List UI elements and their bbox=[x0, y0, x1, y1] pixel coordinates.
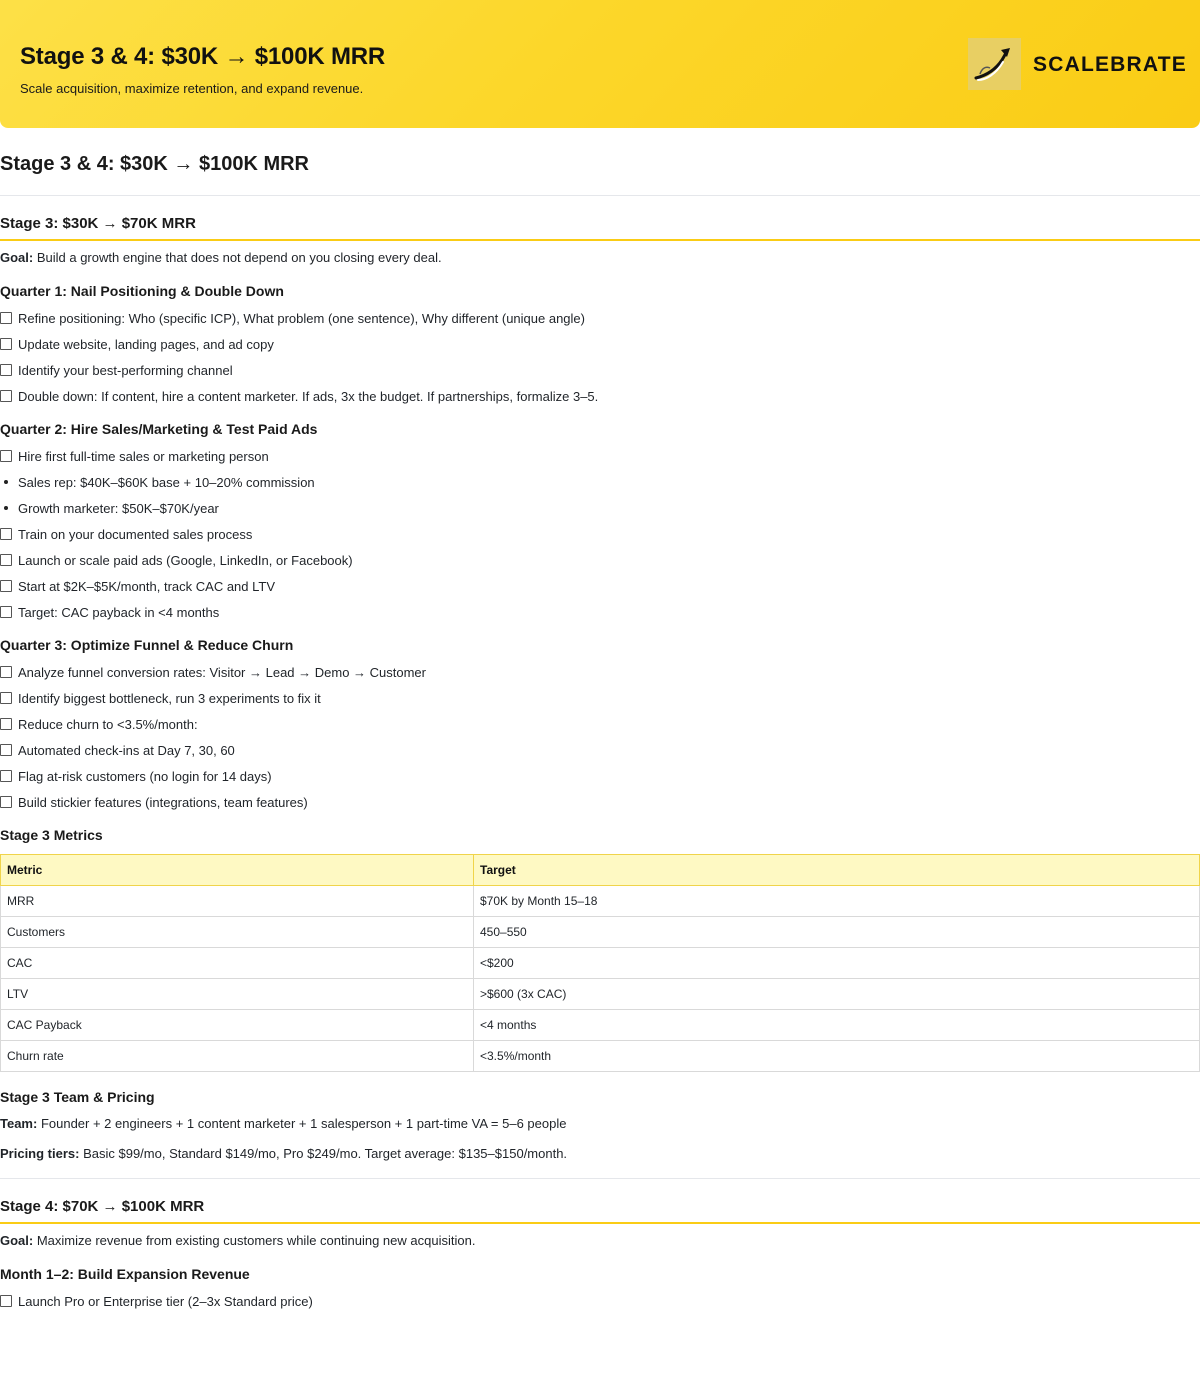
checklist-item[interactable] bbox=[0, 603, 219, 621]
table-row bbox=[1, 948, 1200, 979]
q2-heading: Quarter 2: Hire Sales/Marketing & Test Paid Ads bbox=[0, 421, 318, 437]
item-label: Refine positioning: Who (specific ICP), What problem (one sentence), Why different (unique angle) bbox=[18, 310, 585, 326]
checkbox[interactable] bbox=[0, 692, 12, 704]
checkbox[interactable] bbox=[0, 796, 12, 808]
checklist-item[interactable] bbox=[0, 793, 308, 811]
checklist-item[interactable] bbox=[0, 663, 426, 681]
metrics-heading: Stage 3 Metrics bbox=[0, 827, 103, 843]
checklist-item[interactable] bbox=[0, 1292, 313, 1310]
divider bbox=[0, 1178, 1200, 1179]
team-text: Founder + 2 engineers + 1 content marketer + 1 salesperson + 1 part-time VA = 5–6 people bbox=[37, 1116, 567, 1131]
m1-heading: Month 1–2: Build Expansion Revenue bbox=[0, 1266, 250, 1282]
goal-label: Goal: bbox=[0, 1233, 34, 1248]
column-header-metric: Metric bbox=[1, 855, 474, 886]
column-header-target: Target bbox=[474, 855, 1200, 886]
checkbox[interactable] bbox=[0, 718, 12, 730]
checkbox[interactable] bbox=[0, 528, 12, 540]
checklist-item[interactable] bbox=[0, 335, 274, 353]
checkbox[interactable] bbox=[0, 1295, 12, 1307]
metric-cell: Customers bbox=[1, 917, 474, 948]
metric-cell: CAC bbox=[1, 948, 474, 979]
goal-text: Maximize revenue from existing customers while continuing new acquisition. bbox=[33, 1233, 476, 1248]
checkbox[interactable] bbox=[0, 364, 12, 376]
item-label: Target: CAC payback in <4 months bbox=[18, 604, 220, 620]
target-cell: <4 months bbox=[474, 1010, 1200, 1041]
item-label: Train on your documented sales process bbox=[18, 526, 253, 542]
checkbox[interactable] bbox=[0, 312, 12, 324]
divider bbox=[0, 195, 1200, 196]
list-item bbox=[0, 499, 219, 517]
stage3-heading: Stage 3: $30K → $70K MRR bbox=[0, 215, 196, 232]
checkbox[interactable] bbox=[0, 666, 12, 678]
checklist-item[interactable] bbox=[0, 577, 275, 595]
target-cell: $70K by Month 15–18 bbox=[474, 886, 1200, 917]
table-row bbox=[1, 1041, 1200, 1072]
item-label: Identify biggest bottleneck, run 3 experiments to fix it bbox=[18, 690, 321, 706]
metric-cell: CAC Payback bbox=[1, 1010, 474, 1041]
metric-cell: MRR bbox=[1, 886, 474, 917]
stage4-goal bbox=[0, 1233, 475, 1248]
item-label: Launch Pro or Enterprise tier (2–3x Standard price) bbox=[18, 1293, 313, 1309]
pricing-text: Basic $99/mo, Standard $149/mo, Pro $249/mo. Target average: $135–$150/month. bbox=[79, 1146, 568, 1161]
pricing-line bbox=[0, 1146, 567, 1161]
stage4-heading: Stage 4: $70K → $100K MRR bbox=[0, 1198, 205, 1215]
checklist-item[interactable] bbox=[0, 361, 233, 379]
table-row bbox=[1, 917, 1200, 948]
item-label: Reduce churn to <3.5%/month: bbox=[18, 716, 198, 732]
metric-cell: Churn rate bbox=[1, 1041, 474, 1072]
checklist-item[interactable] bbox=[0, 387, 598, 405]
goal-label: Goal: bbox=[0, 250, 34, 265]
item-label: Double down: If content, hire a content marketer. If ads, 3x the budget. If partnerships, formalize 3–5. bbox=[18, 388, 599, 404]
item-label: Build stickier features (integrations, team features) bbox=[18, 794, 308, 810]
item-label: Automated check-ins at Day 7, 30, 60 bbox=[18, 742, 235, 758]
page-title: Stage 3 & 4: $30K → $100K MRR bbox=[0, 153, 310, 175]
team-line bbox=[0, 1116, 566, 1131]
item-label: Start at $2K–$5K/month, track CAC and LTV bbox=[18, 578, 275, 594]
metric-cell: LTV bbox=[1, 979, 474, 1010]
q3-heading: Quarter 3: Optimize Funnel & Reduce Churn bbox=[0, 637, 294, 653]
checkbox[interactable] bbox=[0, 606, 12, 618]
checkbox[interactable] bbox=[0, 450, 12, 462]
stage3-underline bbox=[0, 239, 1200, 241]
checklist-item[interactable] bbox=[0, 689, 321, 707]
checkbox[interactable] bbox=[0, 338, 12, 350]
item-label: Hire first full-time sales or marketing person bbox=[18, 448, 269, 464]
checkbox[interactable] bbox=[0, 770, 12, 782]
item-label: Growth marketer: $50K–$70K/year bbox=[18, 500, 219, 516]
list-item bbox=[0, 473, 315, 491]
brand-name: SCALEBRATE bbox=[1033, 53, 1187, 76]
team-heading: Stage 3 Team & Pricing bbox=[0, 1089, 155, 1105]
banner-title: Stage 3 & 4: $30K → $100K MRR bbox=[20, 43, 386, 70]
team-label: Team: bbox=[0, 1116, 38, 1131]
item-label: Flag at-risk customers (no login for 14 days) bbox=[18, 768, 272, 784]
checklist-item[interactable] bbox=[0, 447, 269, 465]
target-cell: <3.5%/month bbox=[474, 1041, 1200, 1072]
item-label: Update website, landing pages, and ad copy bbox=[18, 336, 274, 352]
bullet bbox=[4, 480, 8, 484]
rocket-icon bbox=[968, 38, 1021, 90]
checklist-item[interactable] bbox=[0, 741, 235, 759]
checklist-item[interactable] bbox=[0, 767, 272, 785]
checklist-item[interactable] bbox=[0, 309, 585, 327]
item-label: Identify your best-performing channel bbox=[18, 362, 233, 378]
checklist-item[interactable] bbox=[0, 525, 252, 543]
metrics-table bbox=[0, 854, 1200, 1072]
target-cell: >$600 (3x CAC) bbox=[474, 979, 1200, 1010]
header-banner bbox=[0, 0, 1200, 128]
checkbox[interactable] bbox=[0, 580, 12, 592]
table-row bbox=[1, 1010, 1200, 1041]
target-cell: <$200 bbox=[474, 948, 1200, 979]
checklist-item[interactable] bbox=[0, 715, 198, 733]
goal-text: Build a growth engine that does not depend on you closing every deal. bbox=[33, 250, 442, 265]
checkbox[interactable] bbox=[0, 390, 12, 402]
item-label: Sales rep: $40K–$60K base + 10–20% commission bbox=[18, 474, 315, 490]
item-label: Launch or scale paid ads (Google, LinkedIn, or Facebook) bbox=[18, 552, 353, 568]
stage3-goal bbox=[0, 250, 442, 265]
checkbox[interactable] bbox=[0, 744, 12, 756]
item-label: Analyze funnel conversion rates: Visitor → Lead → Demo → Customer bbox=[18, 664, 426, 680]
q1-heading: Quarter 1: Nail Positioning & Double Down bbox=[0, 283, 284, 299]
bullet bbox=[4, 506, 8, 510]
banner-subtitle: Scale acquisition, maximize retention, and expand revenue. bbox=[20, 81, 364, 96]
table-row bbox=[1, 886, 1200, 917]
checkbox[interactable] bbox=[0, 554, 12, 566]
pricing-label: Pricing tiers: bbox=[0, 1146, 80, 1161]
table-header-row bbox=[1, 855, 1200, 886]
checklist-item[interactable] bbox=[0, 551, 353, 569]
stage4-underline bbox=[0, 1222, 1200, 1224]
table-row bbox=[1, 979, 1200, 1010]
target-cell: 450–550 bbox=[474, 917, 1200, 948]
